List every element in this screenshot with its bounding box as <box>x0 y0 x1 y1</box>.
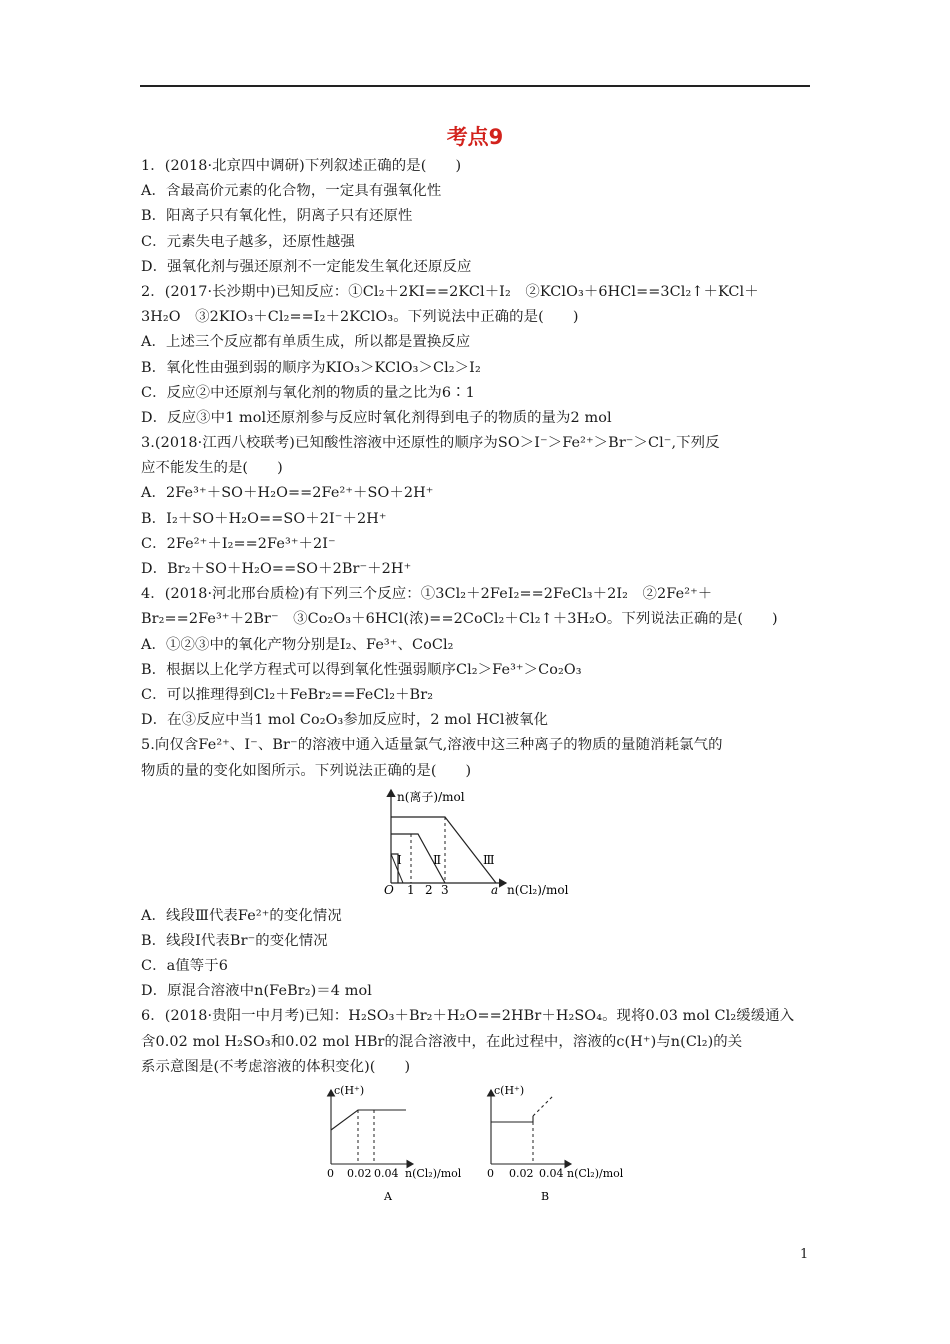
question-1-option-c: C．元素失电子越多，还原性越强 <box>141 233 355 250</box>
question-5-stem-line2: 物质的量的变化如图所示。下列说法正确的是( ) <box>141 762 472 779</box>
question-4-option-a: A．①②③中的氧化产物分别是I₂、Fe³⁺、CoCl₂ <box>141 636 454 653</box>
question-2-option-d: D．反应③中1 mol还原剂参与反应时氧化剂得到电子的物质的量为2 mol <box>141 409 612 426</box>
question-4-option-c: C．可以推理得到Cl₂＋FeBr₂==FeCl₂＋Br₂ <box>141 686 434 703</box>
question-5-stem-line1: 5.向仅含Fe²⁺、I⁻、Br⁻的溶液中通入适量氯气,溶液中这三种离子的物质的量随消耗氯气的 <box>141 737 723 754</box>
question-6-figures <box>141 1080 813 1200</box>
question-4-option-d: D．在③反应中当1 mol Co₂O₃参加反应时，2 mol HCl被氧化 <box>141 712 549 729</box>
question-2-stem-line2: 3H₂O ③2KIO₃＋Cl₂==I₂＋2KClO₃。下列说法中正确的是( ) <box>141 309 579 326</box>
graph-a-caption: A <box>384 1190 392 1200</box>
question-5-option-b: B．线段Ⅰ代表Br⁻的变化情况 <box>141 932 328 949</box>
q5-xlabel: n(Cl₂)/mol <box>507 882 569 897</box>
page-number: 1 <box>800 1247 809 1262</box>
graph-b-tick-0: 0 <box>487 1167 494 1180</box>
question-3-stem-line2: 应不能发生的是( ) <box>141 460 283 477</box>
question-5-figure <box>141 784 813 904</box>
graph-a <box>327 1084 462 1200</box>
q5-tick-2: 2 <box>425 882 433 897</box>
q5-tick-1: 1 <box>407 882 415 897</box>
graph-a-tick-0: 0 <box>327 1167 334 1180</box>
q5-origin-label: O <box>384 882 394 897</box>
question-3-option-b: B．I₂＋SO＋H₂O==SO＋2I⁻＋2H⁺ <box>141 510 387 527</box>
q5-tick-3: 3 <box>441 882 449 897</box>
graph-b-ylabel: c(H⁺) <box>494 1084 525 1097</box>
graph-a-curve <box>331 1110 406 1130</box>
header-rule <box>140 85 810 87</box>
question-2-option-c: C．反应②中还原剂与氧化剂的物质的量之比为6∶1 <box>141 384 475 401</box>
question-6-stem-line1: 6．(2018·贵阳一中月考)已知：H₂SO₃＋Br₂＋H₂O==2HBr＋H₂SO₄。现将0.03 mol Cl₂缓缓通入 <box>141 1008 795 1025</box>
question-3-option-d: D．Br₂＋SO＋H₂O==SO＋2Br⁻＋2H⁺ <box>141 561 412 577</box>
question-5-option-c: C．a值等于6 <box>141 958 229 975</box>
q5-tick-a: a <box>491 882 499 897</box>
graph-a-tick-002: 0.02 <box>347 1167 372 1180</box>
q5-segment-label-2: Ⅱ <box>433 852 442 867</box>
question-6-stem-line2: 含0.02 mol H₂SO₃和0.02 mol HBr的混合溶液中，在此过程中，溶液的c(H⁺)与n(Cl₂)的关 <box>141 1033 743 1050</box>
question-list <box>141 154 813 1200</box>
page-title: 考点9 <box>446 125 504 149</box>
question-5-option-d: D．原混合溶液中n(FeBr₂)＝4 mol <box>141 983 372 1000</box>
question-1-option-a: A．含最高价元素的化合物，一定具有强氧化性 <box>141 183 442 200</box>
question-3-stem-line1: 3.(2018·江西八校联考)已知酸性溶液中还原性的顺序为SO＞I⁻＞Fe²⁺＞Br⁻＞Cl⁻,下列反 <box>141 435 720 452</box>
question-2-option-b: B．氧化性由强到弱的顺序为KIO₃＞KClO₃＞Cl₂＞I₂ <box>141 359 481 376</box>
question-4-stem-line2: Br₂==2Fe³⁺＋2Br⁻ ③Co₂O₃＋6HCl(浓)==2CoCl₂＋Cl₂↑＋3H₂O。下列说法正确的是( ) <box>141 611 778 628</box>
graph-b-caption: B <box>541 1190 550 1200</box>
question-2-stem-line1: 2．(2017·长沙期中)已知反应：①Cl₂＋2KI==2KCl＋I₂ ②KClO₃＋6HCl==3Cl₂↑＋KCl＋ <box>141 283 759 300</box>
question-5-option-a: A．线段Ⅲ代表Fe²⁺的变化情况 <box>141 907 342 924</box>
q5-line-segment-3 <box>391 817 496 883</box>
graph-b-curve <box>491 1116 533 1122</box>
question-3-option-c: C．2Fe²⁺＋I₂==2Fe³⁺＋2I⁻ <box>141 535 336 552</box>
graph-a-ylabel: c(H⁺) <box>334 1084 365 1097</box>
graph-b-curve-dashed <box>533 1096 553 1116</box>
question-1-option-d: D．强氧化剂与强还原剂不一定能发生氧化还原反应 <box>141 258 472 275</box>
question-1-stem: 1．(2018·北京四中调研)下列叙述正确的是( ) <box>141 158 462 174</box>
question-2-option-a: A．上述三个反应都有单质生成，所以都是置换反应 <box>141 334 471 351</box>
question-4-stem-line1: 4．(2018·河北邢台质检)有下列三个反应：①3Cl₂＋2FeI₂==2FeCl₃＋2I₂ ②2Fe²⁺＋ <box>141 586 713 603</box>
q5-segment-label-3: Ⅲ <box>483 852 495 867</box>
q5-ylabel: n(离子)/mol <box>397 789 465 804</box>
graph-b-tick-004: 0.04 <box>539 1167 564 1180</box>
question-6-stem-line3: 系示意图是(不考虑溶液的体积变化)( ) <box>141 1058 411 1075</box>
graph-b <box>487 1084 624 1200</box>
graph-a-tick-004: 0.04 <box>374 1167 399 1180</box>
question-3-option-a: A．2Fe³⁺＋SO＋H₂O==2Fe²⁺＋SO＋2H⁺ <box>141 485 434 502</box>
graph-b-tick-002: 0.02 <box>509 1167 534 1180</box>
graph-a-xlabel: n(Cl₂)/mol <box>405 1167 462 1180</box>
question-4-option-b: B．根据以上化学方程式可以得到氧化性强弱顺序Cl₂＞Fe³⁺＞Co₂O₃ <box>141 661 582 678</box>
q5-segment-label-1: Ⅰ <box>397 852 402 867</box>
question-1-option-b: B．阳离子只有氧化性，阴离子只有还原性 <box>141 208 413 225</box>
graph-b-xlabel: n(Cl₂)/mol <box>567 1167 624 1180</box>
